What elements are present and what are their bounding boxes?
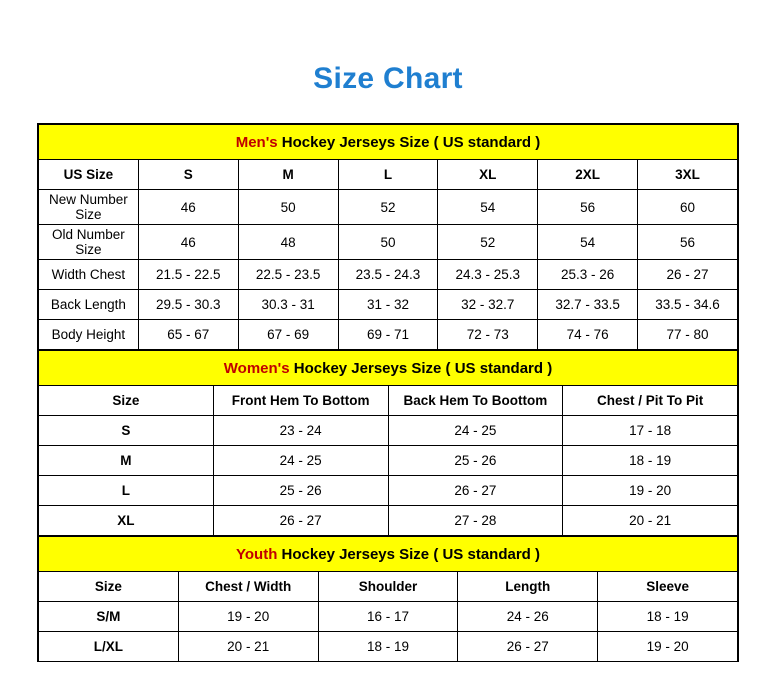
- mens-cell: 69 - 71: [338, 320, 438, 350]
- page-title: Size Chart: [313, 62, 463, 95]
- mens-col-1: S: [138, 160, 238, 190]
- mens-row-label: New Number Size: [39, 190, 139, 225]
- table-row: [39, 446, 738, 476]
- mens-cell: 50: [338, 225, 438, 260]
- mens-cell: 32 - 32.7: [438, 290, 538, 320]
- youth-cell: 26 - 27: [458, 632, 598, 662]
- mens-cell: 50: [238, 190, 338, 225]
- mens-cell: 26 - 27: [638, 260, 738, 290]
- youth-col-4: Sleeve: [598, 572, 738, 602]
- womens-cell: 26 - 27: [213, 506, 388, 536]
- youth-row-label: L/XL: [39, 632, 179, 662]
- table-row: [39, 190, 738, 225]
- table-row: [39, 506, 738, 536]
- table-row: [39, 260, 738, 290]
- youth-cell: 24 - 26: [458, 602, 598, 632]
- mens-section-heading-row: [39, 125, 738, 160]
- womens-cell: 25 - 26: [388, 446, 563, 476]
- womens-row-label: L: [39, 476, 214, 506]
- mens-column-header-row: [39, 160, 738, 190]
- mens-cell: 32.7 - 33.5: [538, 290, 638, 320]
- womens-section-heading-row: [39, 351, 738, 386]
- womens-cell: 19 - 20: [563, 476, 738, 506]
- mens-cell: 46: [138, 225, 238, 260]
- table-row: [39, 290, 738, 320]
- mens-cell: 29.5 - 30.3: [138, 290, 238, 320]
- table-row: [39, 416, 738, 446]
- mens-cell: 74 - 76: [538, 320, 638, 350]
- mens-row-label: Old Number Size: [39, 225, 139, 260]
- womens-cell: 24 - 25: [388, 416, 563, 446]
- womens-col-1: Front Hem To Bottom: [213, 386, 388, 416]
- womens-cell: 17 - 18: [563, 416, 738, 446]
- womens-cell: 24 - 25: [213, 446, 388, 476]
- youth-section-heading-row: [39, 537, 738, 572]
- mens-cell: 54: [538, 225, 638, 260]
- mens-cell: 25.3 - 26: [538, 260, 638, 290]
- womens-column-header-row: [39, 386, 738, 416]
- mens-row-label: Back Length: [39, 290, 139, 320]
- womens-cell: 18 - 19: [563, 446, 738, 476]
- mens-col-2: M: [238, 160, 338, 190]
- mens-cell: 65 - 67: [138, 320, 238, 350]
- mens-cell: 23.5 - 24.3: [338, 260, 438, 290]
- mens-heading-accent: Men's: [235, 133, 278, 151]
- womens-row-label: M: [39, 446, 214, 476]
- mens-cell: 22.5 - 23.5: [238, 260, 338, 290]
- womens-cell: 26 - 27: [388, 476, 563, 506]
- youth-cell: 18 - 19: [318, 632, 458, 662]
- table-row: [39, 320, 738, 350]
- mens-cell: 31 - 32: [338, 290, 438, 320]
- mens-cell: 24.3 - 25.3: [438, 260, 538, 290]
- mens-cell: 54: [438, 190, 538, 225]
- table-row: [39, 602, 738, 632]
- youth-col-0: Size: [39, 572, 179, 602]
- youth-col-2: Shoulder: [318, 572, 458, 602]
- womens-cell: 27 - 28: [388, 506, 563, 536]
- mens-row-label: Width Chest: [39, 260, 139, 290]
- table-row: [39, 632, 738, 662]
- womens-col-3: Chest / Pit To Pit: [563, 386, 738, 416]
- womens-heading-accent: Women's: [223, 359, 290, 377]
- mens-col-6: 3XL: [638, 160, 738, 190]
- mens-section-heading: [39, 125, 738, 160]
- mens-cell: 52: [438, 225, 538, 260]
- mens-cell: 67 - 69: [238, 320, 338, 350]
- mens-cell: 46: [138, 190, 238, 225]
- youth-column-header-row: [39, 572, 738, 602]
- mens-col-4: XL: [438, 160, 538, 190]
- youth-row-label: S/M: [39, 602, 179, 632]
- mens-cell: 52: [338, 190, 438, 225]
- table-row: [39, 225, 738, 260]
- mens-cell: 48: [238, 225, 338, 260]
- youth-section-heading: [39, 537, 738, 572]
- mens-cell: 33.5 - 34.6: [638, 290, 738, 320]
- youth-heading-rest: Hockey Jerseys Size ( US standard ): [277, 545, 540, 563]
- mens-cell: 56: [638, 225, 738, 260]
- mens-cell: 56: [538, 190, 638, 225]
- youth-cell: 19 - 20: [598, 632, 738, 662]
- mens-cell: 77 - 80: [638, 320, 738, 350]
- youth-heading-accent: Youth: [236, 545, 278, 563]
- womens-col-0: Size: [39, 386, 214, 416]
- womens-heading-rest: Hockey Jerseys Size ( US standard ): [289, 359, 553, 377]
- youth-col-1: Chest / Width: [178, 572, 318, 602]
- womens-section-heading: [39, 351, 738, 386]
- mens-cell: 30.3 - 31: [238, 290, 338, 320]
- womens-row-label: XL: [39, 506, 214, 536]
- womens-cell: 20 - 21: [563, 506, 738, 536]
- mens-cell: 21.5 - 22.5: [138, 260, 238, 290]
- mens-col-0: US Size: [39, 160, 139, 190]
- youth-cell: 20 - 21: [178, 632, 318, 662]
- youth-cell: 19 - 20: [178, 602, 318, 632]
- youth-col-3: Length: [458, 572, 598, 602]
- mens-row-label: Body Height: [39, 320, 139, 350]
- womens-size-table: [38, 350, 738, 536]
- youth-size-table: [38, 536, 738, 662]
- womens-row-label: S: [39, 416, 214, 446]
- mens-cell: 72 - 73: [438, 320, 538, 350]
- youth-cell: 16 - 17: [318, 602, 458, 632]
- mens-col-5: 2XL: [538, 160, 638, 190]
- mens-col-3: L: [338, 160, 438, 190]
- mens-heading-rest: Hockey Jerseys Size ( US standard ): [277, 133, 541, 151]
- womens-cell: 23 - 24: [213, 416, 388, 446]
- womens-cell: 25 - 26: [213, 476, 388, 506]
- youth-cell: 18 - 19: [598, 602, 738, 632]
- mens-cell: 60: [638, 190, 738, 225]
- size-chart-container: [37, 123, 739, 662]
- table-row: [39, 476, 738, 506]
- womens-col-2: Back Hem To Boottom: [388, 386, 563, 416]
- mens-size-table: [38, 124, 738, 350]
